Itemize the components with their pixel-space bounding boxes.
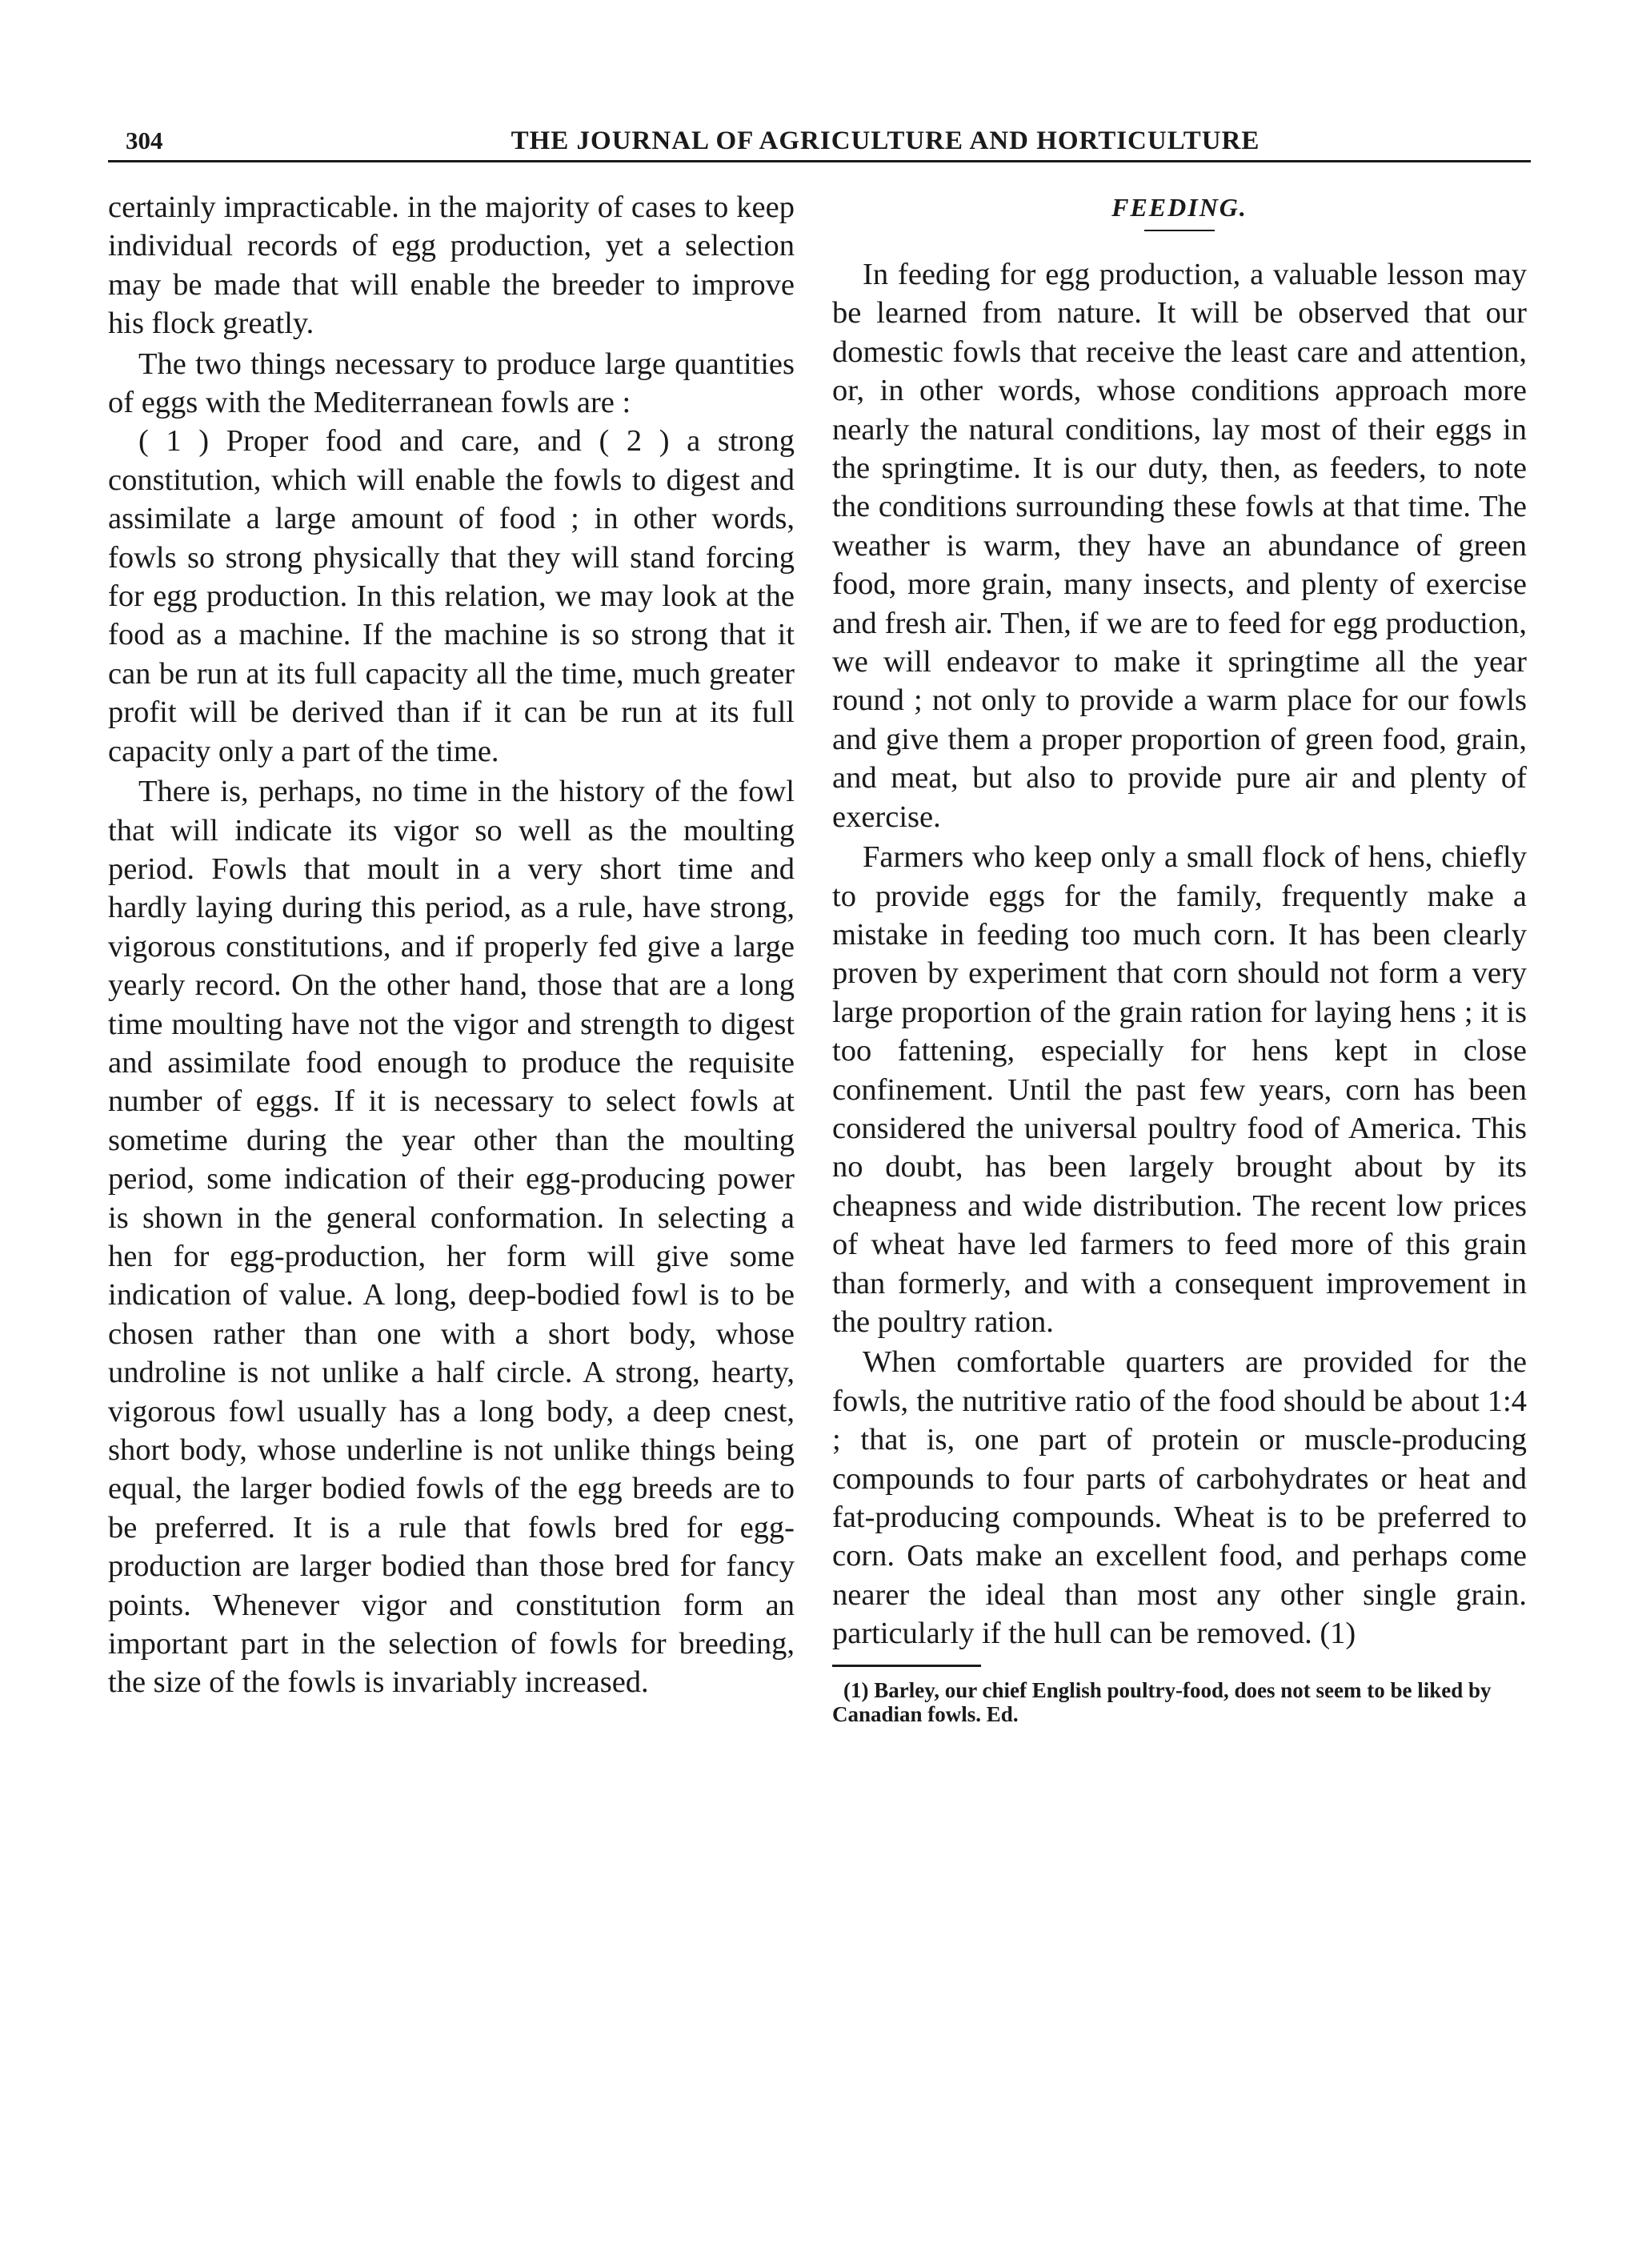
paragraph: There is, perhaps, no time in the history of the fowl that will indicate its vigor so well as the moulting period. Fowls that moult in a very short time and hardly laying during this period, as a rule, have strong, vigorous constitutions, and if properly fed give a large yearly record. On the other hand, those that are a long time moulting have not the vigor and strength to digest and assimilate food enough to produce the requisite number of eggs. If it is necessary to select fowls at sometime during the year other than the moulting period, some indication of their egg-producing power is shown in the general conformation. In selecting a hen for egg-production, her form will give some indication of value. A long, deep-bodied fowl is to be chosen rather than one with a short body, whose undroline is not unlike a half circle. A strong, hearty, vigorous fowl usually has a long body, a deep cnest, short body, whose underline is not unlike things being equal, the larger bodied fowls of the egg breeds are to be preferred. It is a rule that fowls bred for egg-production are larger bodied than those bred for fancy points. Whenever vigor and constitution form an important part in the selection of fowls for breeding, the size of the fowls is invariably increased. bbox=[108, 775, 795, 1700]
section-heading: FEEDING. bbox=[1111, 193, 1248, 222]
paragraph: certainly impracticable. in the majority of cases to keep individual records of egg production, yet a selection may be made that will enable the breeder to improve his flock greatly. bbox=[108, 190, 795, 341]
journal-title: THE JOURNAL OF AGRICULTURE AND HORTICULTURE bbox=[511, 126, 1260, 155]
heading-rule bbox=[1144, 230, 1215, 231]
header-rule bbox=[108, 160, 1531, 162]
paragraph: In feeding for egg production, a valuable lesson may be learned from nature. It will be observed that our domestic fowls that receive the least care and attention, or, in other words, whose conditions approach more nearly the natural conditions, lay most of their eggs in the springtime. It is our duty, then, as feeders, to note the conditions surrounding these fowls at that time. The weather is warm, they have an abundance of green food, more grain, many insects, and plenty of exercise and fresh air. Then, if we are to feed for egg production, we will endeavor to make it springtime all the year round ; not only to provide a warm place for our fowls and give them a proper proportion of green food, grain, and meat, but also to provide pure air and plenty of exercise. bbox=[832, 258, 1527, 834]
paragraph: When comfortable quarters are provided for the fowls, the nutritive ratio of the food should be about 1:4 ; that is, one part of protein or muscle-producing compounds to four parts of carbohydrates or heat and fat-producing compounds. Wheat is to be preferred to corn. Oats make an excellent food, and perhaps come nearer the ideal than most any other single grain. particularly if the hull can be removed. (1) bbox=[832, 1345, 1527, 1651]
page-header bbox=[108, 104, 1531, 160]
left-column bbox=[108, 188, 795, 1702]
paragraph: ( 1 ) Proper food and care, and ( 2 ) a strong constitution, which will enable the fowls to digest and assimilate a large amount of food ; in other words, fowls so strong physically that they will stand forcing for egg production. In this relation, we may look at the food as a machine. If the machine is so strong that it can be run at its full capacity all the time, much greater profit will be derived than if it can be run at its full capacity only a part of the time. bbox=[108, 424, 795, 768]
footnote: (1) Barley, our chief English poultry-food, does not seem to be liked by Canadian fowls. Ed. bbox=[832, 1677, 1492, 1726]
paragraph: The two things necessary to produce large quantities of eggs with the Mediterranean fowls are : bbox=[108, 347, 795, 420]
footnote-rule bbox=[832, 1665, 981, 1667]
page-number: 304 bbox=[126, 126, 163, 154]
right-column bbox=[832, 188, 1527, 1726]
paragraph: Farmers who keep only a small flock of hens, chiefly to provide eggs for the family, frequently make a mistake in feeding too much corn. It has been clearly proven by experiment that corn should not form a very large proportion of the grain ration for laying hens ; it is too fattening, especially for hens kept in close confinement. Until the past few years, corn has been considered the universal poultry food of America. This no doubt, has been largely brought about by its cheapness and wide distribution. The recent low prices of wheat have led farmers to feed more of this grain than formerly, and with a consequent improvement in the poultry ration. bbox=[832, 840, 1527, 1339]
